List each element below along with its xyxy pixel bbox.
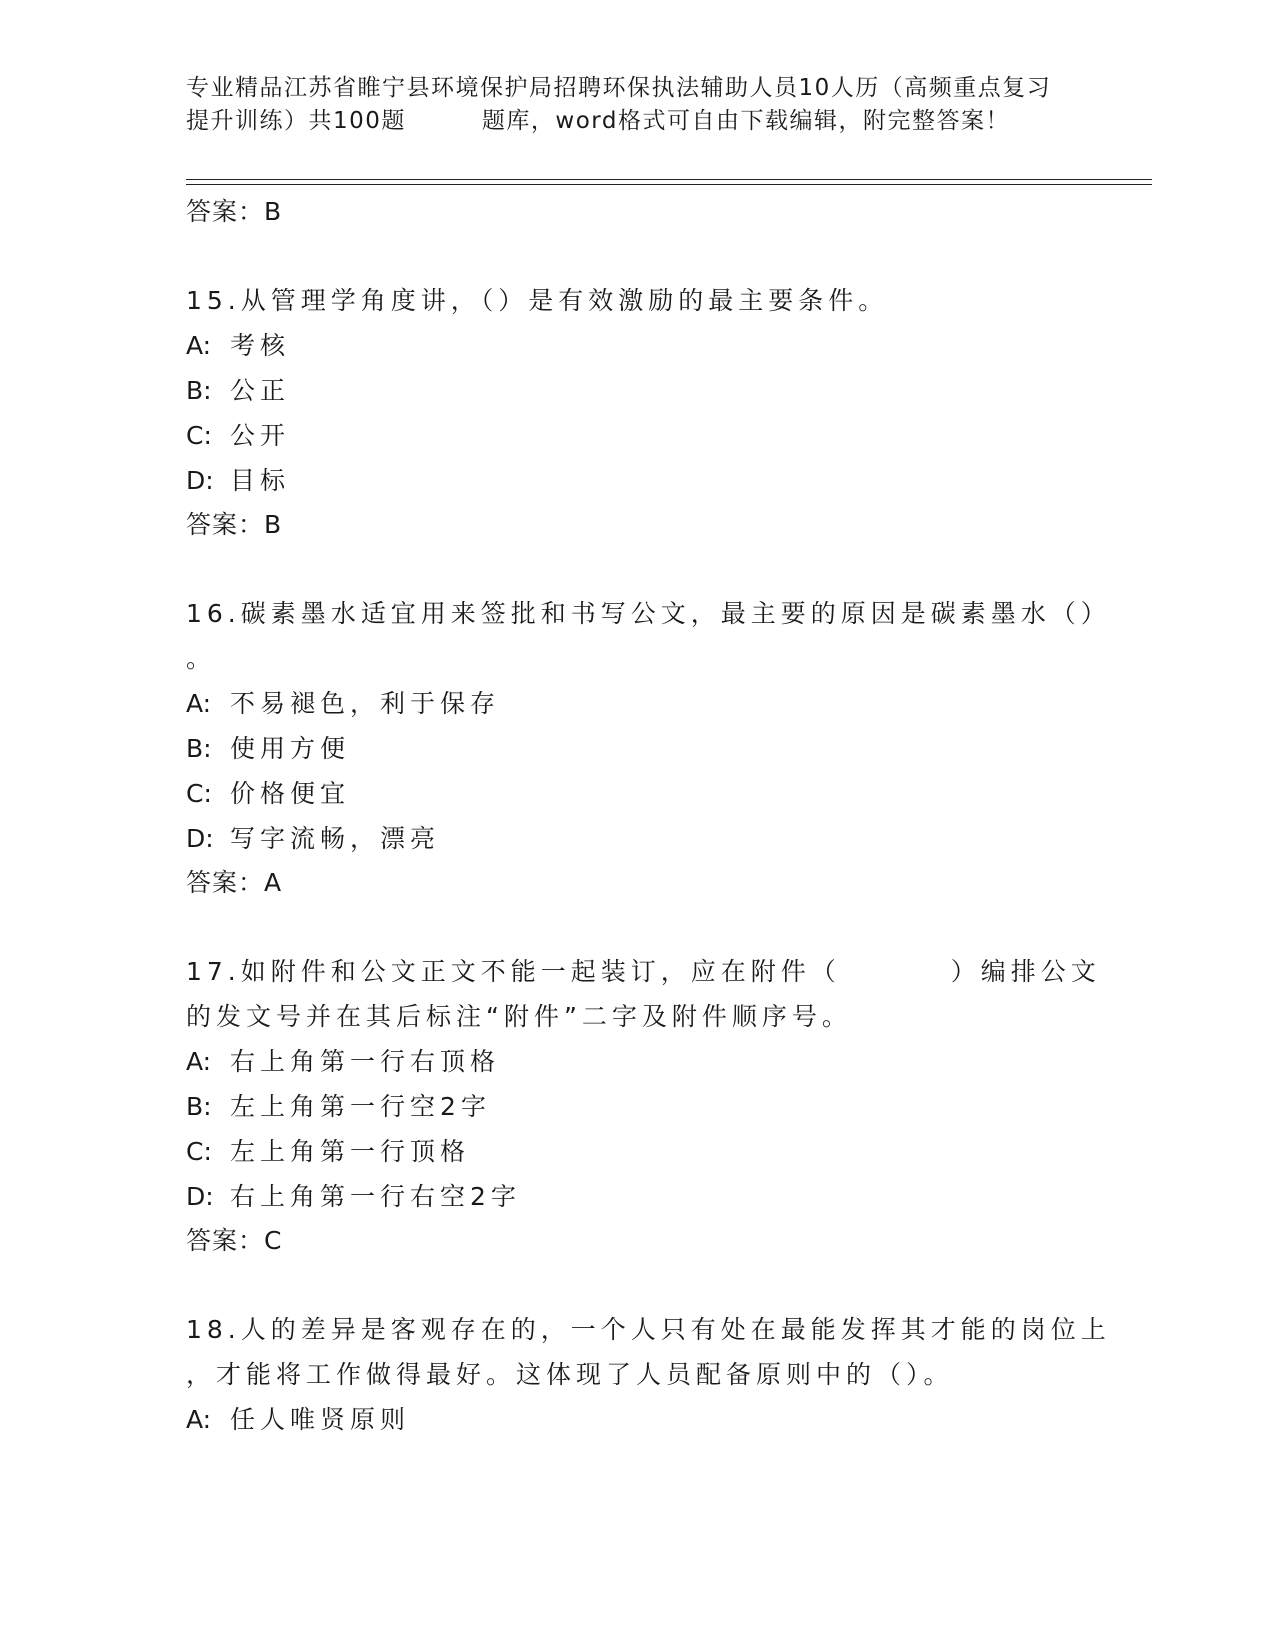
- option-text: 不易褪色，利于保存: [230, 689, 501, 718]
- option-letter: D:: [186, 1182, 214, 1211]
- question-text: 15.从管理学角度讲，（）是有效激励的最主要条件。: [186, 286, 889, 315]
- header-rule-bottom: [186, 184, 1152, 185]
- question-text-continued: ，才能将工作做得最好。这体现了人员配备原则中的（）。: [186, 1360, 954, 1389]
- option-b: [186, 368, 1086, 413]
- answer-label: 答案：: [186, 510, 265, 539]
- option-letter: A:: [186, 689, 212, 718]
- option-c: [186, 1129, 1086, 1174]
- answer-value: A: [264, 868, 283, 897]
- option-a: [186, 1039, 1086, 1084]
- option-b: [186, 1084, 1086, 1129]
- question-text: 18.人的差异是客观存在的，一个人只有处在最能发挥其才能的岗位上: [186, 1315, 1111, 1344]
- answer-line: [186, 503, 1086, 547]
- question-18: [186, 1307, 1111, 1442]
- answer-label: 答案：: [186, 197, 265, 226]
- header-line-2b: 题库，word格式可自由下载编辑，附完整答案！: [481, 108, 1010, 134]
- answer-label: 答案：: [186, 1226, 265, 1255]
- option-text: 使用方便: [230, 734, 351, 763]
- option-text: 任人唯贤原则: [230, 1405, 411, 1434]
- question-text: [186, 949, 1101, 994]
- question-text-continued: 。: [186, 644, 217, 673]
- header-line-2a: 提升训练）共100题: [186, 108, 406, 134]
- option-text: 目标: [230, 466, 291, 495]
- option-b: [186, 726, 1086, 771]
- option-text: 右上角第一行右顶格: [230, 1047, 501, 1076]
- option-letter: D:: [186, 824, 214, 853]
- option-letter: B:: [186, 1092, 212, 1121]
- option-d: [186, 458, 1086, 503]
- page-header: [186, 72, 1086, 138]
- question-17: [186, 949, 1101, 1263]
- option-letter: C:: [186, 1137, 212, 1166]
- answer-line: [186, 190, 1086, 234]
- header-line-1: 专业精品江苏省睢宁县环境保护局招聘环保执法辅助人员10人历（高频重点复习: [186, 75, 1052, 101]
- question-text-continued: 的发文号并在其后标注“附件”二字及附件顺序号。: [186, 1002, 852, 1031]
- option-letter: B:: [186, 376, 212, 405]
- option-text: 价格便宜: [230, 779, 351, 808]
- option-text: 左上角第一行空2字: [230, 1092, 491, 1121]
- option-letter: A:: [186, 331, 212, 360]
- question-text-part-1: 17.如附件和公文正文不能一起装订，应在附件（: [186, 957, 841, 986]
- answer-value: B: [264, 510, 283, 539]
- option-letter: B:: [186, 734, 212, 763]
- option-letter: A:: [186, 1405, 212, 1434]
- option-d: [186, 816, 1086, 861]
- option-c: [186, 771, 1086, 816]
- option-text: 写字流畅，漂亮: [230, 824, 441, 853]
- option-letter: A:: [186, 1047, 212, 1076]
- answer-line: [186, 861, 1086, 905]
- header-line-2: [186, 105, 1086, 138]
- option-c: [186, 413, 1086, 458]
- question-16: [186, 591, 1111, 905]
- option-letter: D:: [186, 466, 214, 495]
- question-text: 16.碳素墨水适宜用来签批和书写公文，最主要的原因是碳素墨水（）: [186, 599, 1111, 628]
- option-a: [186, 1397, 1086, 1442]
- answer-value: C: [264, 1226, 283, 1255]
- answer-label: 答案：: [186, 868, 265, 897]
- answer-value: B: [264, 197, 283, 226]
- option-a: [186, 323, 1086, 368]
- option-text: 公开: [230, 421, 291, 450]
- option-letter: C:: [186, 779, 212, 808]
- option-a: [186, 681, 1086, 726]
- question-15: [186, 278, 1086, 547]
- option-text: 右上角第一行右空2字: [230, 1182, 521, 1211]
- question-text-part-2: ）编排公文: [950, 957, 1101, 986]
- question-list: [186, 190, 1111, 1442]
- option-text: 公正: [230, 376, 291, 405]
- option-text: 左上角第一行顶格: [230, 1137, 471, 1166]
- header-rule-top: [186, 179, 1152, 180]
- answer-line: [186, 1219, 1086, 1263]
- option-text: 考核: [230, 331, 291, 360]
- option-d: [186, 1174, 1086, 1219]
- option-letter: C:: [186, 421, 212, 450]
